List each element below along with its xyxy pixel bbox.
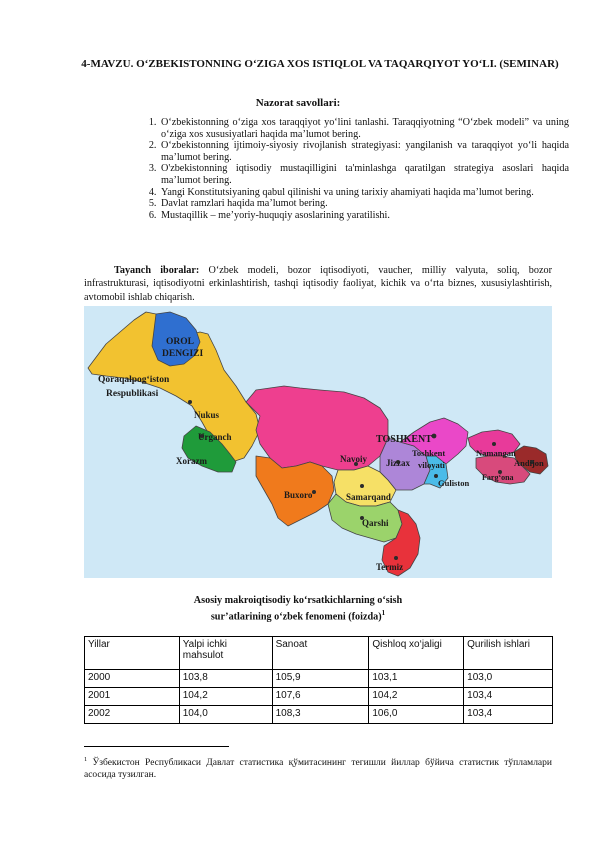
table-row [85, 688, 553, 706]
macro-indicators-table [84, 636, 553, 724]
col-header-qishloq: Qishloq xo‘jaligi [369, 637, 464, 670]
keywords-text: O‘zbek modeli, bozor iqtisodiyoti, vaucher, milliy valyuta, soliq, bozor infrastrukturasi, iqtisodiyotni erkinlashtirish, tashqi iqtisodiy faoliyat, kichik va o‘rta biznes, xususiylashtirish, avtomobil ishlab chiqarish. [84, 265, 552, 303]
label-samarqand: Samarqand [346, 492, 391, 502]
col-header-yillar: Yillar [85, 637, 180, 670]
table-cell: 103,1 [369, 670, 464, 688]
city-dot-nukus [188, 400, 192, 404]
table-cell: 106,0 [369, 706, 464, 724]
table-row [85, 706, 553, 724]
table-cell: 103,0 [464, 670, 553, 688]
col-header-sanoat: Sanoat [272, 637, 369, 670]
col-header-qurilish: Qurilish ishlari [464, 637, 553, 670]
label-toshkent-city: TOSHKENT [376, 434, 432, 445]
label-jizzax: Jizzax [386, 458, 410, 468]
table-cell: 103,8 [179, 670, 272, 688]
table-caption [0, 594, 596, 623]
label-dengizi: DENGIZI [162, 349, 204, 359]
keywords-paragraph [84, 264, 552, 304]
question-item: 4. Yangi Konstitutsiyaning qabul qilinishi va uning tarixiy ahamiyati haqida ma’lumot bering. [159, 187, 569, 199]
label-urganch: Urganch [198, 432, 232, 442]
question-item: 3. O'zbekistonning iqtisodiy mustaqilligini ta'minlashga qaratilgan strategiya asoslari haqida ma’lumot bering. [159, 163, 569, 186]
uzbekistan-map [84, 306, 552, 578]
questions-list [143, 117, 569, 221]
page-title: 4-MAVZU. O‘ZBEKISTONNING O‘ZIGA XOS ISTIQLOL VA TAQARQIYOT YO‘LI. (SEMINAR) [81, 58, 559, 70]
table-cell: 2001 [85, 688, 180, 706]
label-fargona: Farg‘ona [482, 473, 514, 482]
footnote-text: Ўзбекистон Республикаси Давлат статистика қўмитасининг тегишли йиллар бўйича статистик тўпламлари асосида тузилган. [84, 758, 552, 781]
footnote [84, 754, 552, 781]
table-cell: 2000 [85, 670, 180, 688]
table-cell: 103,4 [464, 688, 553, 706]
label-navoiy: Navoiy [340, 454, 367, 464]
city-dot-samarqand [360, 484, 364, 488]
keywords-label: Tayanch iboralar: [114, 265, 200, 276]
caption-footnote-mark: 1 [381, 609, 386, 617]
city-dot-buxoro [312, 490, 316, 494]
col-header-yalpi: Yalpi ichki mahsulot [179, 637, 272, 670]
table-cell: 107,6 [272, 688, 369, 706]
label-orol: OROL [166, 337, 194, 347]
question-item: 5. Davlat ramzlari haqida ma’lumot bering. [159, 198, 569, 210]
label-guliston: Guliston [438, 478, 470, 488]
footnote-mark: 1 [84, 756, 88, 763]
table-cell: 104,2 [369, 688, 464, 706]
table-cell: 104,2 [179, 688, 272, 706]
caption-line-1: Asosiy makroiqtisodiy ko‘rsatkichlarning o‘sish [193, 595, 403, 606]
label-termiz: Termiz [376, 562, 404, 572]
label-toshkent-viloyati-2: viloyati [418, 460, 445, 470]
label-qoraqalpogiston: Qoraqalpog‘iston [98, 375, 170, 385]
caption-line-2: sur’atlarining o‘zbek fenomeni (foizda)$^1$ [210, 609, 386, 623]
city-dot-toshkent [432, 434, 437, 439]
city-dot-termiz [394, 556, 398, 560]
label-toshkent-viloyati-1: Toshkent [412, 448, 446, 458]
footnote-separator [84, 746, 229, 747]
table-cell: 105,9 [272, 670, 369, 688]
label-namangan: Namangan [476, 448, 516, 458]
question-item: 6. Mustaqillik – me’yoriy-huquqiy asoslarining yaratilishi. [159, 210, 569, 222]
question-item: 1. O‘zbekistonning o‘ziga xos taraqqiyot yo‘lini tanlashi. Taraqqiyotning “O‘zbek modeli” va uning o‘ziga xos xususiyatlari haqida ma’lumot bering. [159, 117, 569, 140]
table-header-row [85, 637, 553, 670]
table-cell: 2002 [85, 706, 180, 724]
questions-heading: Nazorat savollari: [255, 97, 341, 109]
label-andijon: Andijon [514, 458, 544, 468]
label-qarshi: Qarshi [362, 518, 389, 528]
table-row [85, 670, 553, 688]
label-xorazm: Xorazm [176, 456, 207, 466]
label-nukus: Nukus [194, 410, 220, 420]
table-cell: 103,4 [464, 706, 553, 724]
city-dot-namangan [492, 442, 496, 446]
table-cell: 104,0 [179, 706, 272, 724]
label-respublikasi: Respublikasi [106, 389, 159, 399]
label-buxoro: Buxoro [284, 490, 313, 500]
table-cell: 108,3 [272, 706, 369, 724]
question-item: 2. O‘zbekistonning ijtimoiy-siyosiy rivojlanish strategiyasi: yangilanish va taraqqiyot yo‘li haqida ma’lumot bering. [159, 140, 569, 163]
